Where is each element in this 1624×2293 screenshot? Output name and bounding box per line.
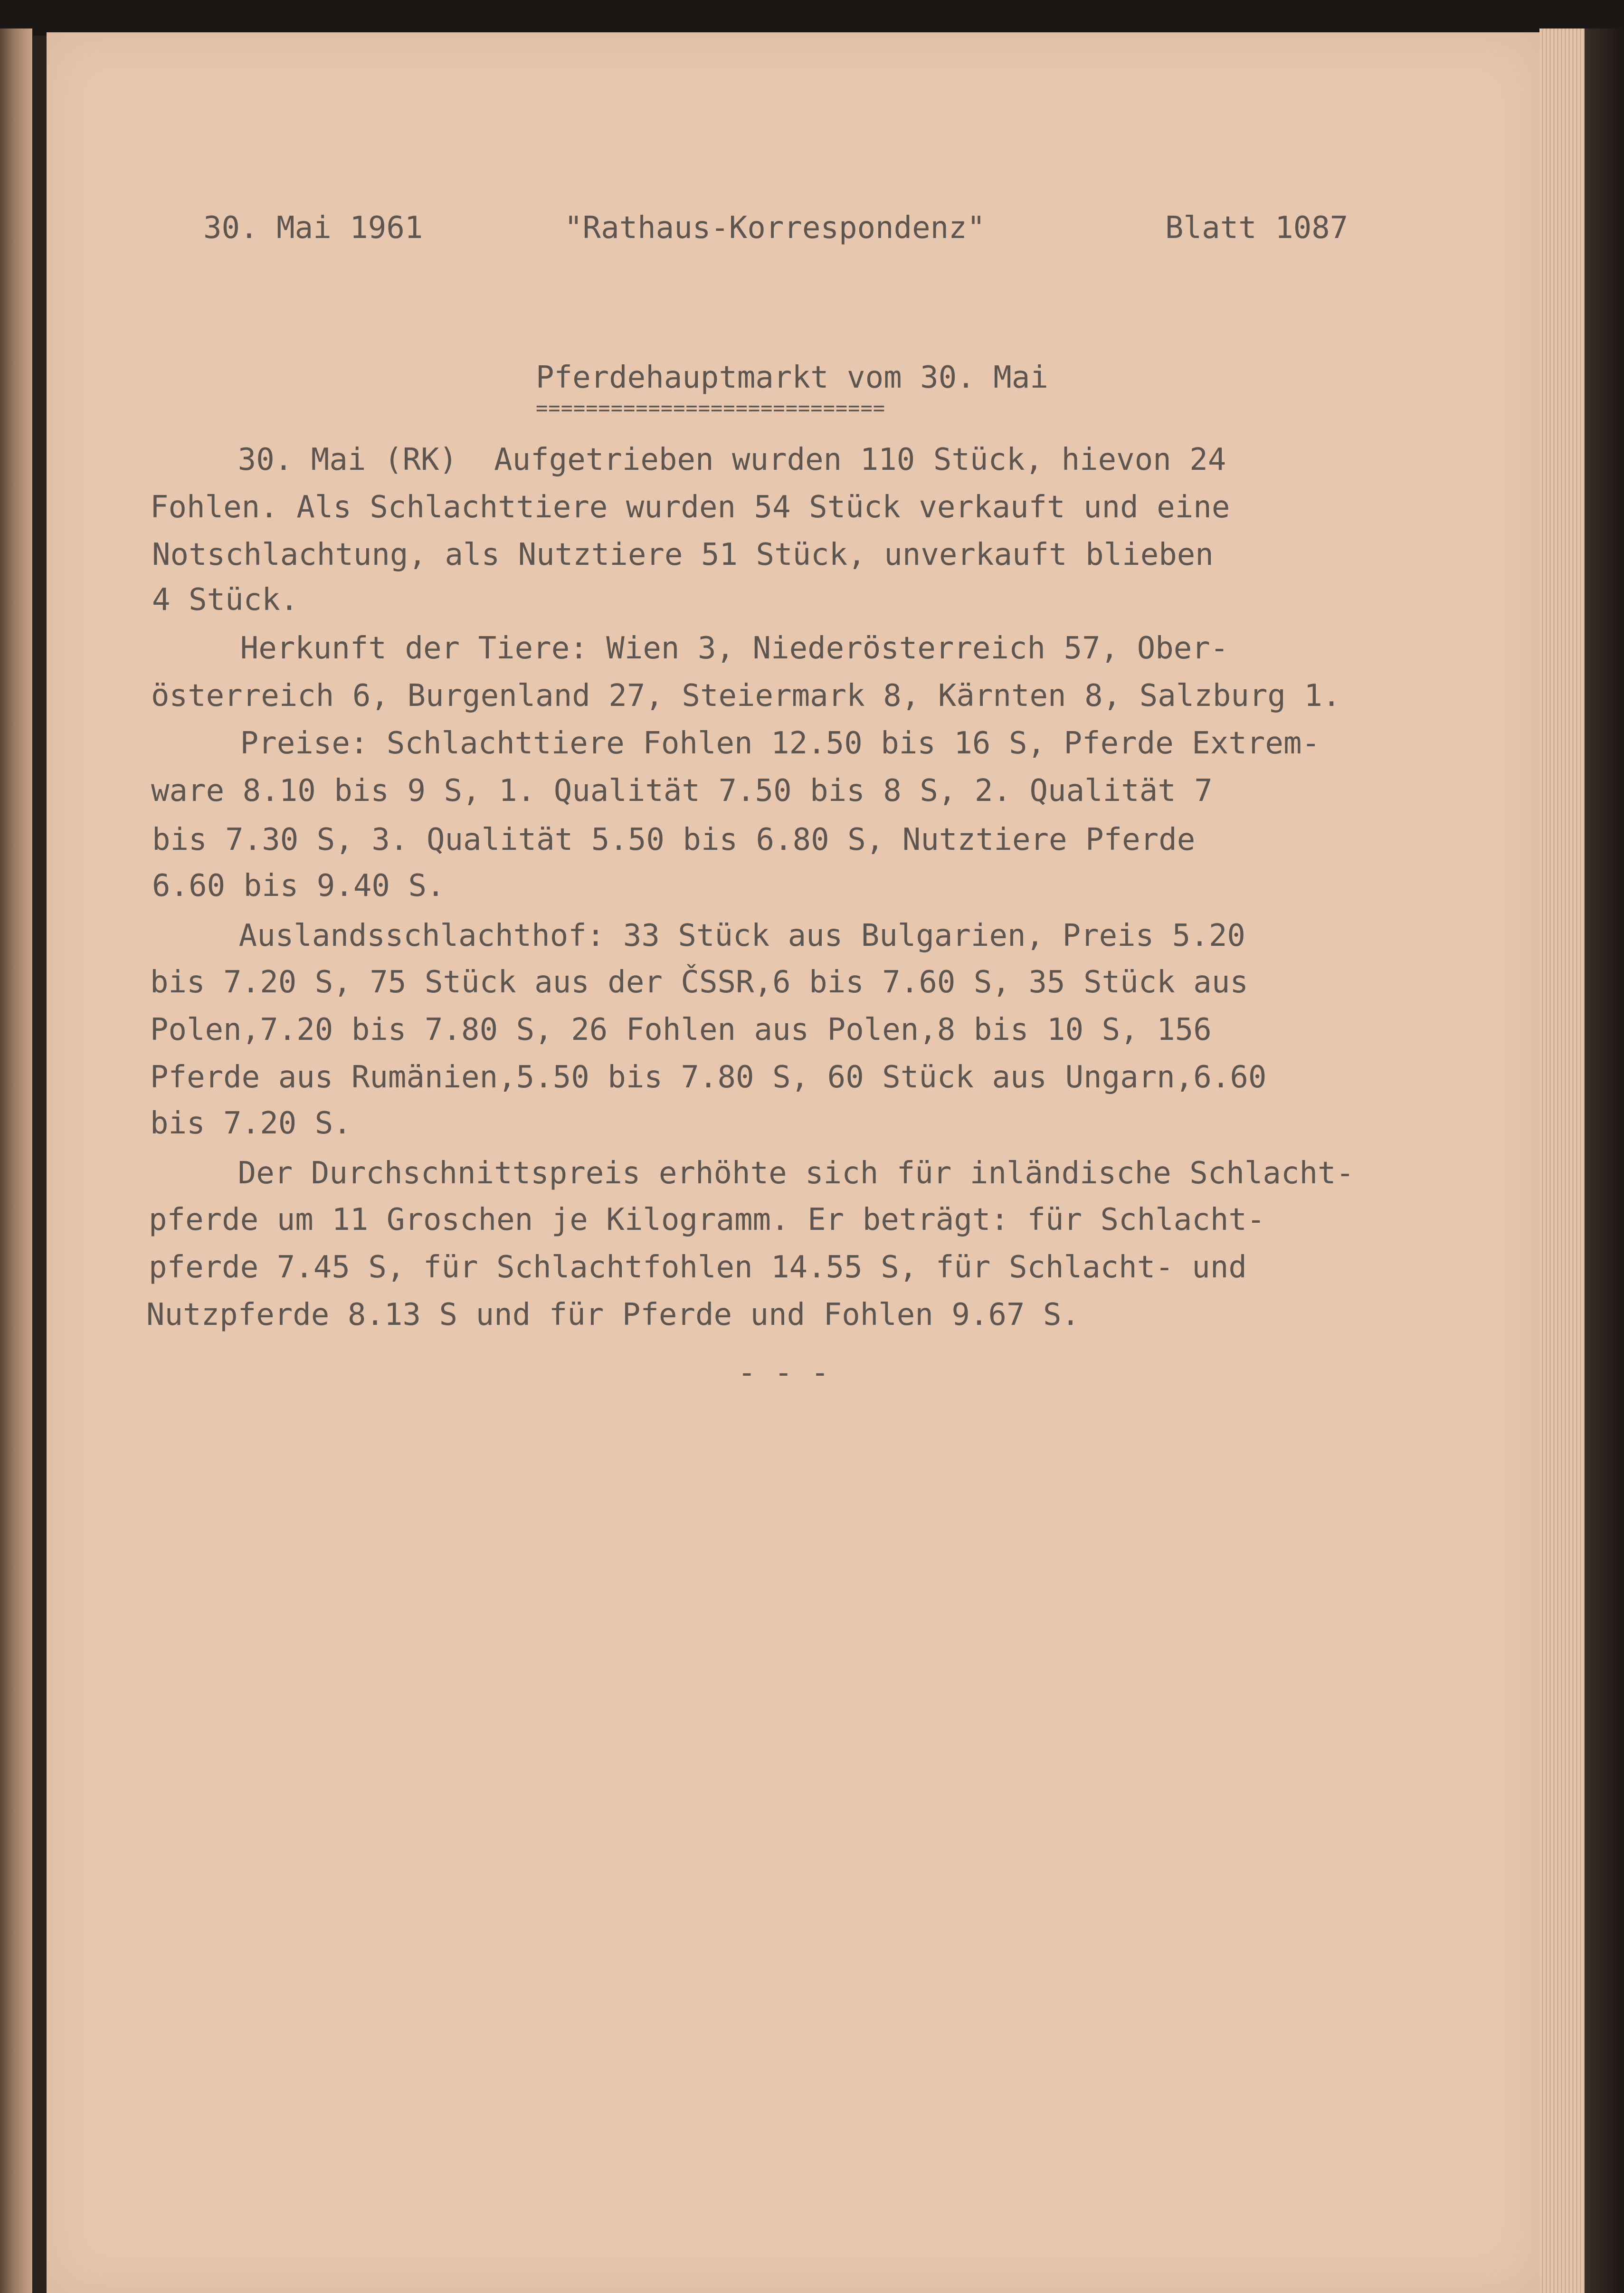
article-title: Pferdehauptmarkt vom 30. Mai bbox=[536, 360, 1048, 395]
end-mark: - - - bbox=[738, 1355, 829, 1390]
body-line: 6.60 bis 9.40 S. bbox=[152, 868, 445, 904]
body-line: Auslandsschlachthof: 33 Stück aus Bulgarien, Preis 5.20 bbox=[147, 918, 1245, 953]
body-line: Pferde aus Rumänien,5.50 bis 7.80 S, 60 Stück aus Ungarn,6.60 bbox=[150, 1060, 1267, 1095]
body-line: 30. Mai (RK) Aufgetrieben wurden 110 Stück, hievon 24 bbox=[146, 442, 1226, 477]
left-page-edge bbox=[0, 29, 32, 2293]
stack-shadow bbox=[1585, 29, 1624, 2293]
body-line: pferde 7.45 S, für Schlachtfohlen 14.55 S, für Schlacht- und bbox=[149, 1250, 1247, 1285]
header-sheet-number: Blatt 1087 bbox=[1165, 210, 1349, 246]
body-line: Der Durchschnittspreis erhöhte sich für inländische Schlacht- bbox=[146, 1156, 1355, 1191]
header-date: 30. Mai 1961 bbox=[203, 210, 423, 246]
body-line: Notschlachtung, als Nutztiere 51 Stück, unverkauft blieben bbox=[152, 537, 1214, 572]
body-line: Preise: Schlachttiere Fohlen 12.50 bis 16 S, Pferde Extrem- bbox=[149, 726, 1320, 761]
body-line: Polen,7.20 bis 7.80 S, 26 Fohlen aus Polen,8 bis 10 S, 156 bbox=[150, 1012, 1212, 1047]
body-line: Nutzpferde 8.13 S und für Pferde und Fohlen 9.67 S. bbox=[146, 1297, 1080, 1332]
body-line: Herkunft der Tiere: Wien 3, Niederösterreich 57, Ober- bbox=[149, 631, 1229, 666]
header-publication: "Rathaus-Korrespondenz" bbox=[564, 210, 986, 246]
body-line: pferde um 11 Groschen je Kilogramm. Er beträgt: für Schlacht- bbox=[149, 1202, 1265, 1237]
body-line: bis 7.20 S, 75 Stück aus der ČSSR,6 bis 7.60 S, 35 Stück aus bbox=[150, 965, 1248, 1000]
document-page bbox=[47, 32, 1539, 2293]
body-line: bis 7.20 S. bbox=[150, 1106, 351, 1141]
article-title-underline: ============================ bbox=[536, 396, 886, 419]
page-stack-edge bbox=[1539, 29, 1585, 2293]
body-line: österreich 6, Burgenland 27, Steiermark 8, Kärnten 8, Salzburg 1. bbox=[151, 678, 1341, 714]
body-line: bis 7.30 S, 3. Qualität 5.50 bis 6.80 S, Nutztiere Pferde bbox=[152, 822, 1196, 857]
body-line: Fohlen. Als Schlachttiere wurden 54 Stück verkauft und eine bbox=[150, 490, 1230, 525]
binding-gap bbox=[33, 36, 47, 2293]
body-line: ware 8.10 bis 9 S, 1. Qualität 7.50 bis 8 S, 2. Qualität 7 bbox=[151, 773, 1213, 809]
body-line: 4 Stück. bbox=[152, 582, 299, 618]
